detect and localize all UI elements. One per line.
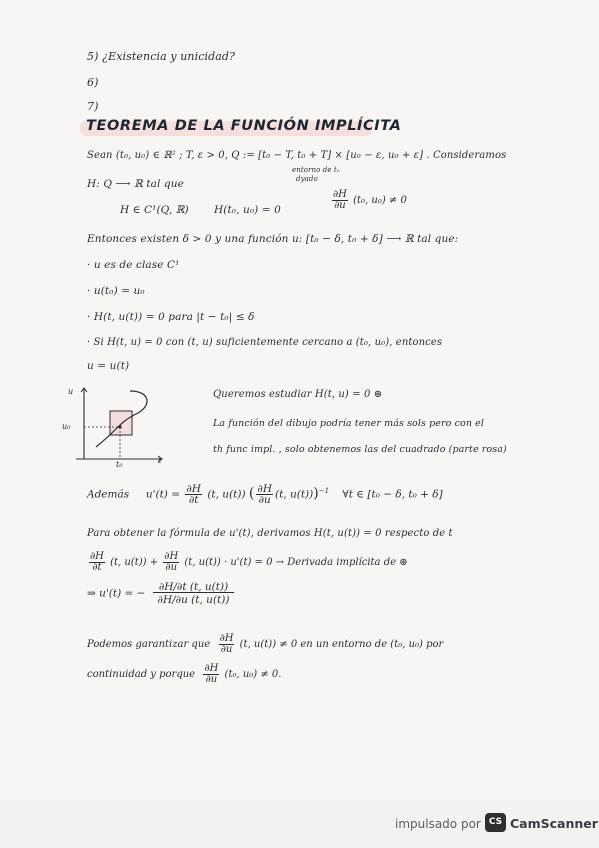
conclusion-intro: Entonces existen δ > 0 y una función u: [t₀ − δ, t₀ + δ] ⟶ ℝ tal que:: [87, 233, 459, 245]
bullet-class-c1: · u es de clase C¹: [87, 259, 180, 271]
camscanner-logo-icon: CS: [485, 813, 506, 832]
annotation-dyado: dyado: [296, 175, 318, 183]
h-definition: H: Q ⟶ ℝ tal que: [87, 178, 184, 190]
derivative-formula-row: Además u'(t) = $\frac{\partial H}{\partial t}$ (t, u(t)) ( $\frac{\partial H}{\partial u}$ (t, u(t)))$^{-1}$ ∀t ∈ [t₀ − δ, t₀ + δ]: [87, 483, 443, 506]
bullet-uniqueness: · Si H(t, u) = 0 con (t, u) suficientemente cercano a (t₀, u₀), entonces: [87, 337, 443, 348]
item-7: 7): [87, 100, 99, 113]
study-statement: Queremos estudiar H(t, u) = 0 ⊛: [213, 389, 383, 400]
axis-label-t0: t₀: [116, 460, 123, 469]
bullet-uniqueness-cont: u = u(t): [87, 360, 130, 372]
item-5-existence: 5) ¿Existencia y unicidad?: [87, 50, 236, 63]
item-6: 6): [87, 76, 99, 89]
guarantee-row: Podemos garantizar que $\frac{\partial H}{\partial u}$ (t, u(t)) ≠ 0 en un entorno de (t₀, u₀) por: [87, 633, 444, 655]
axis-label-t: t: [158, 456, 162, 465]
h-condition-partial: $\frac{\partial H}{\partial u}$ (t₀, u₀) ≠ 0: [333, 189, 407, 211]
sketch-note-2: th func impl. , solo obtenemos las del cuadrado (parte rosa): [213, 444, 507, 455]
h-condition-zero: H(t₀, u₀) = 0: [214, 204, 281, 216]
page-title: TEOREMA DE LA FUNCIÓN IMPLÍCITA: [86, 118, 402, 134]
h-condition-c1: H ∈ C¹(Q, ℝ): [120, 204, 189, 216]
result-formula-row: ⇒ u'(t) = − $\frac{\partial H/\partial t (t, u(t))}{\partial H/\partial u (t, u(t))}$: [87, 582, 236, 605]
derivation-intro: Para obtener la fórmula de u'(t), derivamos H(t, u(t)) = 0 respecto de t: [87, 528, 453, 539]
implicit-derivative-row: $\frac{\partial H}{\partial t}$ (t, u(t)) + $\frac{\partial H}{\partial u}$ (t, u(t)) · u'(t) = 0 → Derivada implícita de ⊛: [90, 551, 408, 573]
axis-label-u: u: [68, 387, 74, 396]
bullet-zero: · H(t, u(t)) = 0 para |t − t₀| ≤ δ: [87, 311, 255, 323]
camscanner-brand: CamScanner: [510, 816, 598, 831]
point-t0-u0: [118, 425, 121, 428]
partial-fraction: $\frac{\partial H}{\partial u}$: [333, 189, 347, 211]
bullet-initial: · u(t₀) = u₀: [87, 285, 145, 297]
annotation-entorno: entorno de t₀: [292, 166, 340, 174]
theorem-hypothesis: Sean (t₀, u₀) ∈ ℝ² ; T, ε > 0, Q := [t₀ − T, t₀ + T] × [u₀ − ε, u₀ + ε] . Consideramos: [87, 150, 507, 161]
axis-label-u0: u₀: [62, 422, 71, 431]
sketch-note-1: La función del dibujo podría tener más sols pero con el: [213, 418, 485, 429]
continuity-row: continuidad y porque $\frac{\partial H}{\partial u}$ (t₀, u₀) ≠ 0.: [87, 663, 282, 685]
powered-by-text: impulsado por: [395, 817, 481, 831]
